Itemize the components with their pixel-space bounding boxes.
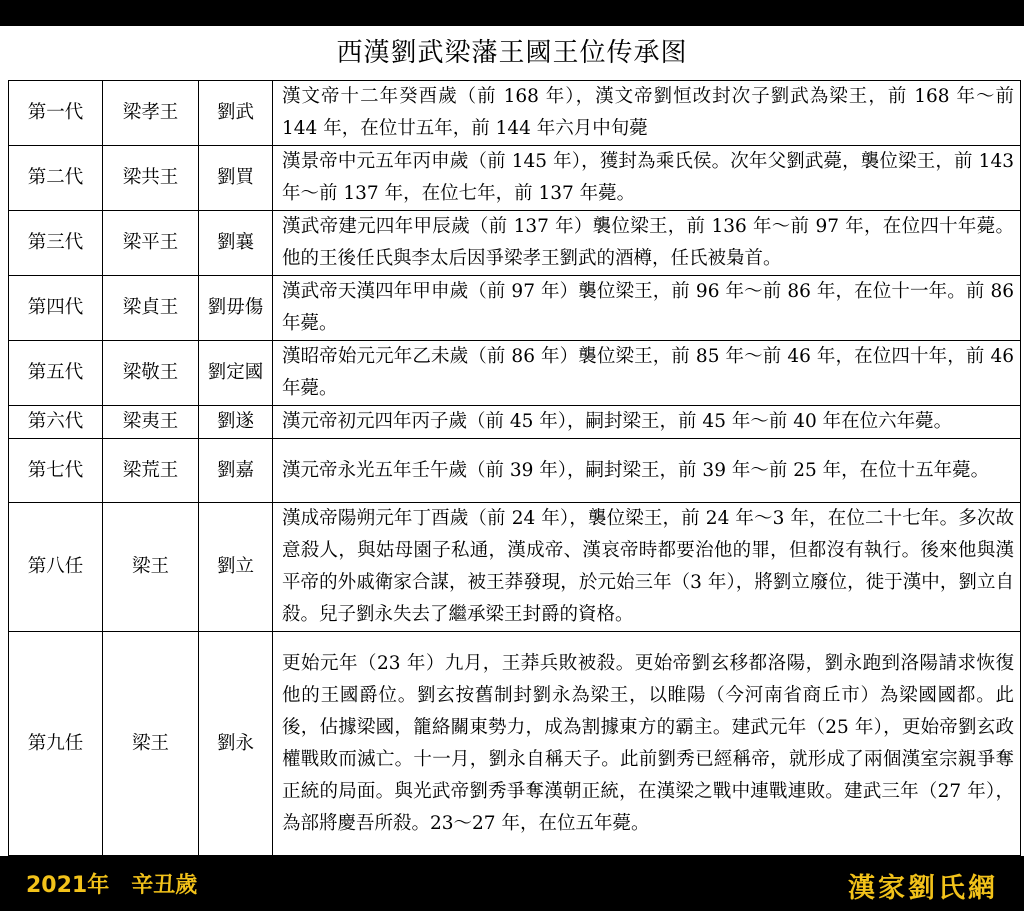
generation-cell: 第九任: [9, 632, 103, 856]
description-cell: 漢武帝建元四年甲辰歲（前 137 年）襲位梁王，前 136 年～前 97 年，在位四十年薨。他的王後任氏與李太后因爭梁孝王劉武的酒樽，任氏被梟首。: [273, 211, 1021, 276]
description-cell: 漢元帝初元四年丙子歲（前 45 年），嗣封梁王，前 45 年～前 40 年在位六年薨。: [273, 406, 1021, 439]
title-cell: 梁敬王: [103, 341, 199, 406]
name-cell: 劉武: [199, 81, 273, 146]
description-cell: 漢文帝十二年癸酉歲（前 168 年），漢文帝劉恒改封次子劉武為梁王，前 168 年～前 144 年，在位廿五年，前 144 年六月中旬薨: [273, 81, 1021, 146]
title-cell: 梁孝王: [103, 81, 199, 146]
name-cell: 劉永: [199, 632, 273, 856]
name-cell: 劉定國: [199, 341, 273, 406]
name-cell: 劉毋傷: [199, 276, 273, 341]
description-cell: 漢景帝中元五年丙申歲（前 145 年），獲封為乘氏侯。次年父劉武薨，襲位梁王，前 143 年～前 137 年，在位七年，前 137 年薨。: [273, 146, 1021, 211]
generation-cell: 第八任: [9, 503, 103, 632]
title-cell: 梁貞王: [103, 276, 199, 341]
table-row: [9, 406, 1021, 439]
generation-cell: 第六代: [9, 406, 103, 439]
generation-cell: 第七代: [9, 439, 103, 503]
footer-bar: [0, 856, 1024, 911]
page-title: 西漢劉武梁藩王國王位传承图: [336, 38, 688, 68]
table-row: [9, 276, 1021, 341]
name-cell: 劉買: [199, 146, 273, 211]
succession-table: [8, 80, 1021, 856]
title-cell: 梁王: [103, 503, 199, 632]
footer-year: 2021年 辛丑歲: [26, 873, 198, 898]
document-sheet: [0, 26, 1024, 856]
name-cell: 劉遂: [199, 406, 273, 439]
title-cell: 梁平王: [103, 211, 199, 276]
table-row: [9, 81, 1021, 146]
name-cell: 劉嘉: [199, 439, 273, 503]
name-cell: 劉立: [199, 503, 273, 632]
generation-cell: 第二代: [9, 146, 103, 211]
table-row: [9, 211, 1021, 276]
description-cell: 漢元帝永光五年壬午歲（前 39 年），嗣封梁王，前 39 年～前 25 年，在位十五年薨。: [273, 439, 1021, 503]
generation-cell: 第四代: [9, 276, 103, 341]
table-row: [9, 439, 1021, 503]
description-cell: 漢成帝陽朔元年丁酉歲（前 24 年），襲位梁王，前 24 年～3 年，在位二十七年。多次故意殺人，與姑母園子私通，漢成帝、漢哀帝時都要治他的罪，但都沒有執行。後來他與漢平帝的外戚衛家合謀，被王莽發現，於元始三年（3 年），將劉立廢位，徙于漢中，劉立自殺。兒子劉永失去了繼承梁王封爵的資格。: [273, 503, 1021, 632]
description-cell: 漢武帝天漢四年甲申歲（前 97 年）襲位梁王，前 96 年～前 86 年，在位十一年。前 86 年薨。: [273, 276, 1021, 341]
table-row: [9, 632, 1021, 856]
name-cell: 劉襄: [199, 211, 273, 276]
title-cell: 梁共王: [103, 146, 199, 211]
table-row: [9, 146, 1021, 211]
title-cell: 梁夷王: [103, 406, 199, 439]
generation-cell: 第一代: [9, 81, 103, 146]
footer-brand: 漢家劉氏網: [848, 873, 998, 904]
table-row: [9, 341, 1021, 406]
description-cell: 漢昭帝始元元年乙未歲（前 86 年）襲位梁王，前 85 年～前 46 年，在位四十年，前 46 年薨。: [273, 341, 1021, 406]
title-cell: 梁荒王: [103, 439, 199, 503]
title-cell: 梁王: [103, 632, 199, 856]
generation-cell: 第三代: [9, 211, 103, 276]
generation-cell: 第五代: [9, 341, 103, 406]
description-cell: 更始元年（23 年）九月，王莽兵敗被殺。更始帝劉玄移都洛陽，劉永跑到洛陽請求恢復他的王國爵位。劉玄按舊制封劉永為梁王，以睢陽（今河南省商丘市）為梁國國都。此後，佔據梁國，籠絡關東勢力，成為割據東方的霸主。建武元年（25 年），更始帝劉玄政權戰敗而滅亡。十一月，劉永自稱天子。此前劉秀已經稱帝，就形成了兩個漢室宗親爭奪正統的局面。與光武帝劉秀爭奪漢朝正統，在漢梁之戰中連戰連敗。建武三年（27 年），為部將慶吾所殺。23～27 年，在位五年薨。: [273, 632, 1021, 856]
table-row: [9, 503, 1021, 632]
